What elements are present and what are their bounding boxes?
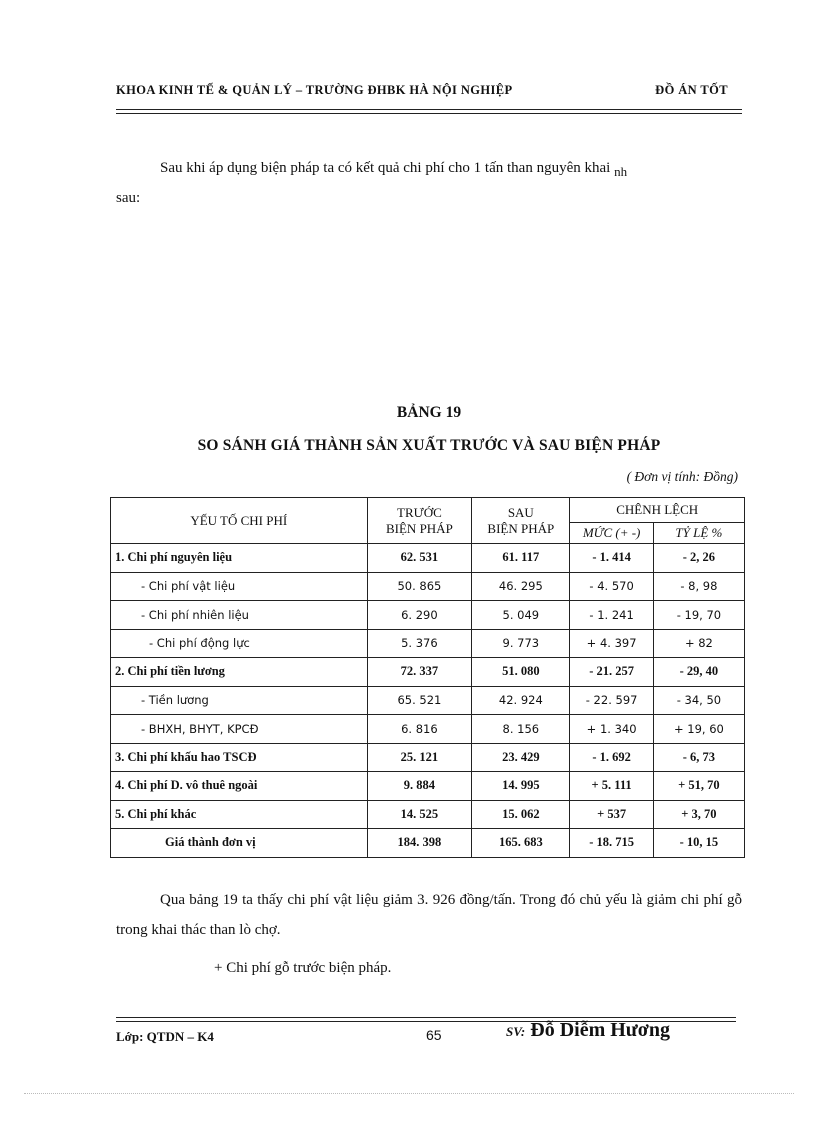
- row-label: 2. Chi phí tiền lương: [111, 658, 368, 687]
- header-faculty: KHOA KINH TẾ & QUẢN LÝ – TRƯỜNG ĐHBK HÀ NỘI NGHIỆP: [116, 83, 513, 97]
- row-level: + 5. 111: [570, 772, 653, 801]
- footer-rule: [116, 1017, 736, 1018]
- header-rule-thin: [116, 113, 742, 114]
- row-before: 25. 121: [367, 743, 472, 772]
- row-level: + 537: [570, 800, 653, 829]
- row-level: - 22. 597: [570, 686, 653, 715]
- row-ratio: - 29, 40: [653, 658, 744, 687]
- unit-note: ( Đơn vị tính: Đồng): [626, 469, 738, 484]
- header-before: [367, 498, 472, 544]
- row-before: 62. 531: [367, 544, 472, 573]
- row-after: 61. 117: [472, 544, 570, 573]
- row-before: 50. 865: [367, 572, 472, 601]
- table-subtitle: SO SÁNH GIÁ THÀNH SẢN XUẤT TRƯỚC VÀ SAU BIỆN PHÁP: [197, 437, 661, 454]
- row-before: 14. 525: [367, 800, 472, 829]
- row-before: 6. 816: [367, 715, 472, 744]
- analysis-paragraph: [116, 885, 742, 945]
- page-number: 65: [426, 1027, 442, 1043]
- intro-paragraph: [116, 153, 742, 213]
- row-after: 42. 924: [472, 686, 570, 715]
- table-row: [111, 686, 745, 715]
- header-after: [472, 498, 570, 544]
- row-label: - Tiền lương: [111, 686, 368, 715]
- table-row: [111, 743, 745, 772]
- row-label: - BHXH, BHYT, KPCĐ: [111, 715, 368, 744]
- header-rule: [116, 109, 742, 110]
- header-after-line2: BIỆN PHÁP: [487, 520, 555, 536]
- row-before: 6. 290: [367, 601, 472, 630]
- header-before-line1: TRƯỚC: [397, 504, 442, 520]
- row-label: 3. Chi phí khấu hao TSCĐ: [111, 743, 368, 772]
- row-after: 5. 049: [472, 601, 570, 630]
- header-diff-ratio: TỶ LỆ %: [653, 523, 744, 544]
- row-ratio: + 3, 70: [653, 800, 744, 829]
- row-ratio: - 8, 98: [653, 572, 744, 601]
- row-ratio: + 19, 60: [653, 715, 744, 744]
- table-row: [111, 601, 745, 630]
- row-label: Giá thành đơn vị: [111, 829, 368, 858]
- header-diff: CHÊNH LỆCH: [570, 498, 745, 523]
- row-after: 8. 156: [472, 715, 570, 744]
- row-before: 9. 884: [367, 772, 472, 801]
- row-ratio: - 2, 26: [653, 544, 744, 573]
- bullet-line: + Chi phí gỗ trước biện pháp.: [214, 960, 392, 976]
- row-ratio: - 19, 70: [653, 601, 744, 630]
- row-after: 165. 683: [472, 829, 570, 858]
- row-level: - 18. 715: [570, 829, 653, 858]
- row-level: + 1. 340: [570, 715, 653, 744]
- header-before-line2: BIỆN PHÁP: [385, 520, 453, 536]
- row-before: 5. 376: [367, 629, 472, 658]
- row-label: 1. Chi phí nguyên liệu: [111, 544, 368, 573]
- footer-student: [506, 1019, 670, 1042]
- row-ratio: - 34, 50: [653, 686, 744, 715]
- page-header: [116, 80, 742, 110]
- row-label: 4. Chi phí D. vô thuê ngoài: [111, 772, 368, 801]
- row-after: 14. 995: [472, 772, 570, 801]
- table-title: BẢNG 19: [396, 404, 462, 421]
- header-diff-level: MỨC (+ -): [570, 523, 653, 544]
- row-label: - Chi phí vật liệu: [111, 572, 368, 601]
- sv-label: SV:: [506, 1024, 526, 1039]
- row-level: - 1. 692: [570, 743, 653, 772]
- row-before: 65. 521: [367, 686, 472, 715]
- row-label: - Chi phí nhiên liệu: [111, 601, 368, 630]
- row-ratio: - 6, 73: [653, 743, 744, 772]
- row-level: - 1. 414: [570, 544, 653, 573]
- intro-line2: sau:: [116, 190, 141, 206]
- row-after: 23. 429: [472, 743, 570, 772]
- table-row: [111, 629, 745, 658]
- table-row: [111, 658, 745, 687]
- page-edge: [24, 1093, 794, 1094]
- row-level: - 21. 257: [570, 658, 653, 687]
- footer-class: Lớp: QTDN – K4: [116, 1029, 214, 1044]
- row-after: 15. 062: [472, 800, 570, 829]
- row-label: 5. Chi phí khác: [111, 800, 368, 829]
- header-after-line1: SAU: [507, 504, 534, 520]
- table-row: [111, 715, 745, 744]
- header-factor: YẾU TỐ CHI PHÍ: [111, 498, 368, 544]
- row-before: 72. 337: [367, 658, 472, 687]
- table-row: [111, 544, 745, 573]
- row-after: 46. 295: [472, 572, 570, 601]
- analysis-text: Qua bảng 19 ta thấy chi phí vật liệu giảm 3. 926 đồng/tấn. Trong đó chủ yếu là giảm chi phí gỗ trong khai thác than lò chợ.: [116, 892, 742, 938]
- intro-text: Sau khi áp dụng biện pháp ta có kết quả chi phí cho 1 tấn than nguyên khai: [160, 160, 611, 176]
- table-row: [111, 772, 745, 801]
- row-ratio: + 82: [653, 629, 744, 658]
- row-after: 9. 773: [472, 629, 570, 658]
- header-doc-type: ĐỒ ÁN TỐT: [655, 83, 728, 97]
- table-row: [111, 572, 745, 601]
- row-label: - Chi phí động lực: [111, 629, 368, 658]
- row-level: - 1. 241: [570, 601, 653, 630]
- row-after: 51. 080: [472, 658, 570, 687]
- cost-comparison-table: [110, 497, 745, 858]
- row-ratio: - 10, 15: [653, 829, 744, 858]
- student-name: Đỗ Diễm Hương: [530, 1019, 671, 1041]
- row-before: 184. 398: [367, 829, 472, 858]
- row-level: - 4. 570: [570, 572, 653, 601]
- table-header-row: [111, 498, 745, 523]
- row-level: + 4. 397: [570, 629, 653, 658]
- intro-tail: nh: [614, 164, 628, 179]
- row-ratio: + 51, 70: [653, 772, 744, 801]
- table-row-total: [111, 829, 745, 858]
- table-row: [111, 800, 745, 829]
